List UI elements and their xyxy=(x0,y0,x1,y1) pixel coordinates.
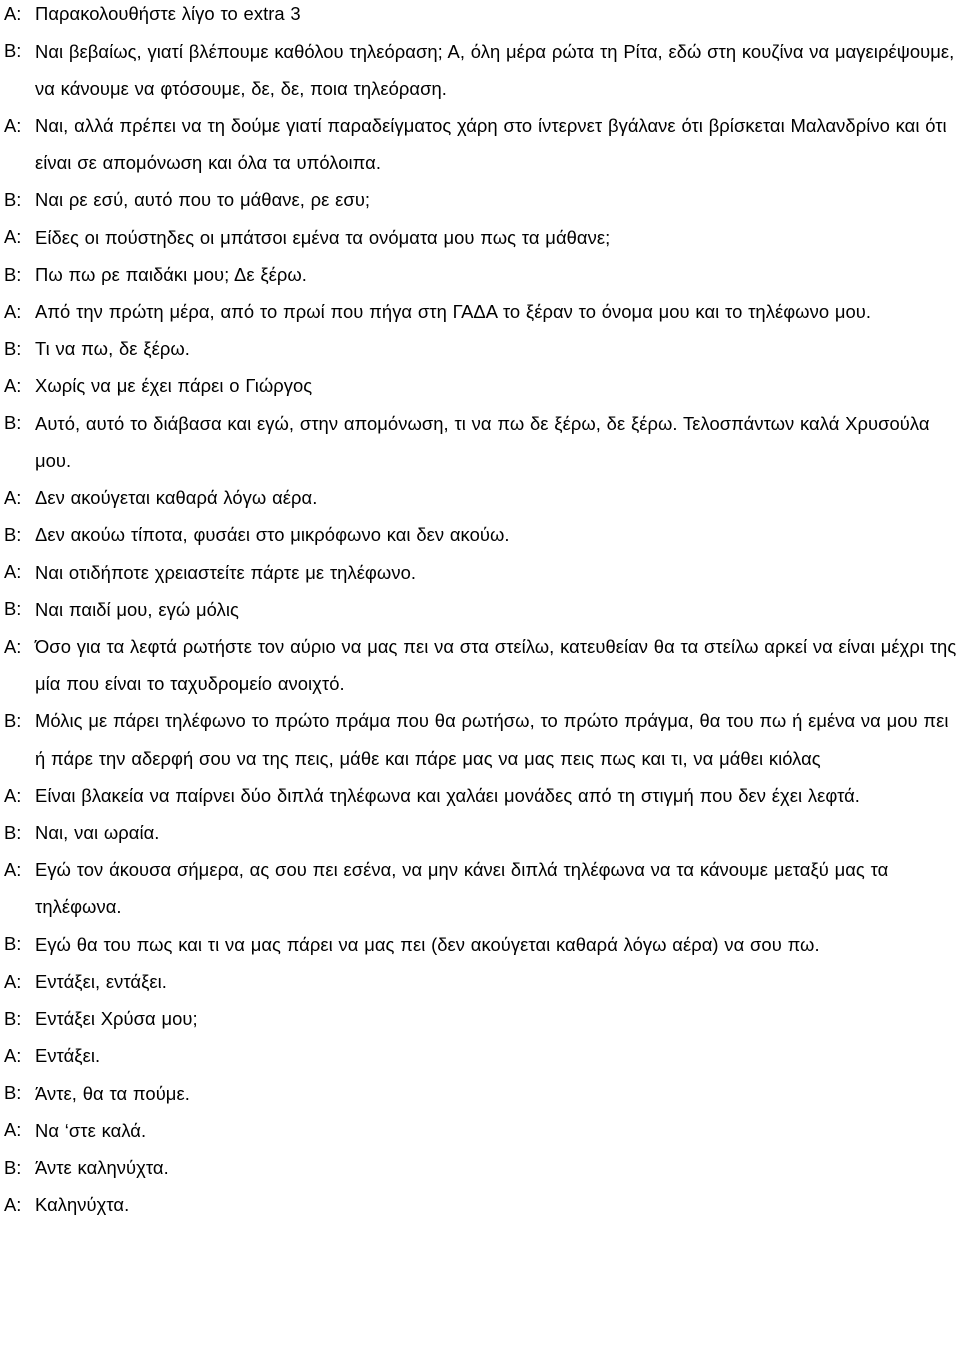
utterance-text: Εντάξει, εντάξει. xyxy=(35,970,167,992)
utterance-text: Εγώ τον άκουσα σήμερα, ας σου πει εσένα, να μην κάνει διπλά τηλέφωνα να τα κάνουμε μεταξύ μας τα τηλέφωνα. xyxy=(35,859,889,918)
dialogue-line xyxy=(4,1042,958,1070)
speaker-label: Α: xyxy=(4,3,22,24)
utterance-text: Δεν ακούω τίποτα, φυσάει στο μικρόφωνο και δεν ακούω. xyxy=(35,524,510,546)
utterance-text: Πω πω ρε παιδάκι μου; Δε ξέρω. xyxy=(35,263,307,285)
speaker-label: Α: xyxy=(4,784,22,806)
speaker-label: Α: xyxy=(4,858,22,880)
dialogue-line xyxy=(4,930,958,958)
speaker-label: Β: xyxy=(4,710,22,732)
dialogue-line xyxy=(4,298,958,326)
dialogue-line xyxy=(4,595,958,623)
speaker-label: Β: xyxy=(4,263,22,285)
utterance-text: Είδες οι πούστηδες οι μπάτσοι εμένα τα ονόματα μου πως τα μάθανε; xyxy=(35,226,611,248)
speaker-label: Α: xyxy=(4,1119,22,1141)
dialogue-line xyxy=(4,484,958,512)
speaker-label: Α: xyxy=(4,486,22,508)
dialogue-line xyxy=(4,37,958,102)
dialogue-line xyxy=(4,1191,958,1219)
dialogue-line xyxy=(4,409,958,474)
utterance-text: Χωρίς να με έχει πάρει ο Γιώργος xyxy=(35,375,313,397)
utterance-text: Ναι οτιδήποτε χρειαστείτε πάρτε με τηλέφωνο. xyxy=(35,561,417,583)
speaker-label: Α: xyxy=(4,300,22,322)
speaker-label: Α: xyxy=(4,114,22,136)
dialogue-line xyxy=(4,261,958,289)
dialogue-line xyxy=(4,1116,958,1144)
utterance-text: Ναι βεβαίως, γιατί βλέπουμε καθόλου τηλεόραση; Α, όλη μέρα ρώτα τη Ρίτα, εδώ στη κουζίνα να μαγειρέψουμε, να κάνουμε να φτόσουμε, δε, δε, ποια τηλεόραση. xyxy=(35,40,955,99)
utterance-text: Να ‘στε καλά. xyxy=(35,1119,147,1141)
utterance-text: Δεν ακούγεται καθαρά λόγω αέρα. xyxy=(35,487,318,509)
utterance-text: Ναι, αλλά πρέπει να τη δούμε γιατί παραδείγματος χάρη στο ίντερνετ βγάλανε ότι βρίσκεται Μαλανδρίνο και ότι είναι σε απομόνωση και όλα τα υπόλοιπα. xyxy=(35,114,947,174)
dialogue-line xyxy=(4,335,958,363)
utterance-text: Μόλις με πάρει τηλέφωνο το πρώτο πράμα που θα ρωτήσω, το πρώτο πράγμα, θα του πω ή εμένα να μου πει ή πάρε την αδερφή σου να της πεις, μάθε και πάρε μας να μας πεις πως και τι, να μάθει κιόλας xyxy=(35,710,949,769)
speaker-label: Β: xyxy=(4,1156,22,1178)
utterance-text: Εντάξει Χρύσα μου; xyxy=(35,1008,198,1030)
speaker-label: Β: xyxy=(4,412,22,434)
speaker-label: Β: xyxy=(4,821,22,843)
speaker-label: Α: xyxy=(4,226,22,248)
dialogue-line xyxy=(4,819,958,847)
dialogue-line xyxy=(4,372,958,400)
utterance-text: Τι να πω, δε ξέρω. xyxy=(35,338,190,360)
utterance-text: Εντάξει. xyxy=(35,1045,101,1067)
dialogue-line xyxy=(4,1154,958,1182)
dialogue-line xyxy=(4,968,958,996)
utterance-text: Ναι παιδί μου, εγώ μόλις xyxy=(35,598,239,620)
speaker-label: Β: xyxy=(4,189,22,211)
speaker-label: Α: xyxy=(4,1193,22,1215)
speaker-label: Β: xyxy=(4,40,22,62)
dialogue-line xyxy=(4,1005,958,1033)
dialogue-line xyxy=(4,633,958,698)
speaker-label: Α: xyxy=(4,561,22,583)
speaker-label: Β: xyxy=(4,598,22,620)
utterance-text: Άντε καληνύχτα. xyxy=(35,1157,169,1178)
dialogue-line xyxy=(4,521,958,549)
dialogue-line xyxy=(4,112,958,177)
dialogue-line xyxy=(4,707,958,772)
utterance-text: Είναι βλακεία να παίρνει δύο διπλά τηλέφωνα και χαλάει μονάδες από τη στιγμή που δεν έχει λεφτά. xyxy=(35,784,860,806)
utterance-text: Ναι, ναι ωραία. xyxy=(35,822,160,844)
speaker-label: Α: xyxy=(4,1045,22,1067)
utterance-text: Όσο για τα λεφτά ρωτήστε τον αύριο να μας πει να στα στείλω, κατευθείαν θα τα στείλω αρκεί να είναι μέχρι της μία που είναι το ταχυδρομείο ανοιχτό. xyxy=(35,635,957,695)
utterance-text: Καληνύχτα. xyxy=(35,1194,130,1216)
dialogue-line xyxy=(4,856,958,921)
utterance-text: Από την πρώτη μέρα, από το πρωί που πήγα στη ΓΑΔΑ το ξέραν το όνομα μου και το τηλέφωνο μου. xyxy=(35,301,872,323)
dialogue-line xyxy=(4,1079,958,1107)
dialogue-line xyxy=(4,782,958,810)
speaker-label: Β: xyxy=(4,1007,22,1029)
speaker-label: Α: xyxy=(4,375,22,397)
speaker-label: Β: xyxy=(4,524,22,546)
dialogue-line xyxy=(4,223,958,251)
transcript xyxy=(4,0,958,1228)
speaker-label: Α: xyxy=(4,635,22,657)
speaker-label: Α: xyxy=(4,970,22,992)
dialogue-line xyxy=(4,558,958,586)
speaker-label: Β: xyxy=(4,1082,22,1104)
utterance-text: Παρακολουθήστε λίγο το extra 3 xyxy=(35,3,301,25)
speaker-label: Β: xyxy=(4,337,22,359)
utterance-text: Ναι ρε εσύ, αυτό που το μάθανε, ρε εσυ; xyxy=(35,189,371,211)
dialogue-line xyxy=(4,0,958,28)
utterance-text: Εγώ θα του πως και τι να μας πάρει να μας πει (δεν ακούγεται καθαρά λόγω αέρα) να σου πω. xyxy=(35,933,820,955)
dialogue-line xyxy=(4,186,958,214)
utterance-text: Άντε, θα τα πούμε. xyxy=(35,1082,190,1104)
speaker-label: Β: xyxy=(4,933,22,955)
utterance-text: Αυτό, αυτό το διάβασα και εγώ, στην απομόνωση, τι να πω δε ξέρω, δε ξέρω. Τελοσπάντων καλά Χρυσούλα μου. xyxy=(35,412,930,471)
